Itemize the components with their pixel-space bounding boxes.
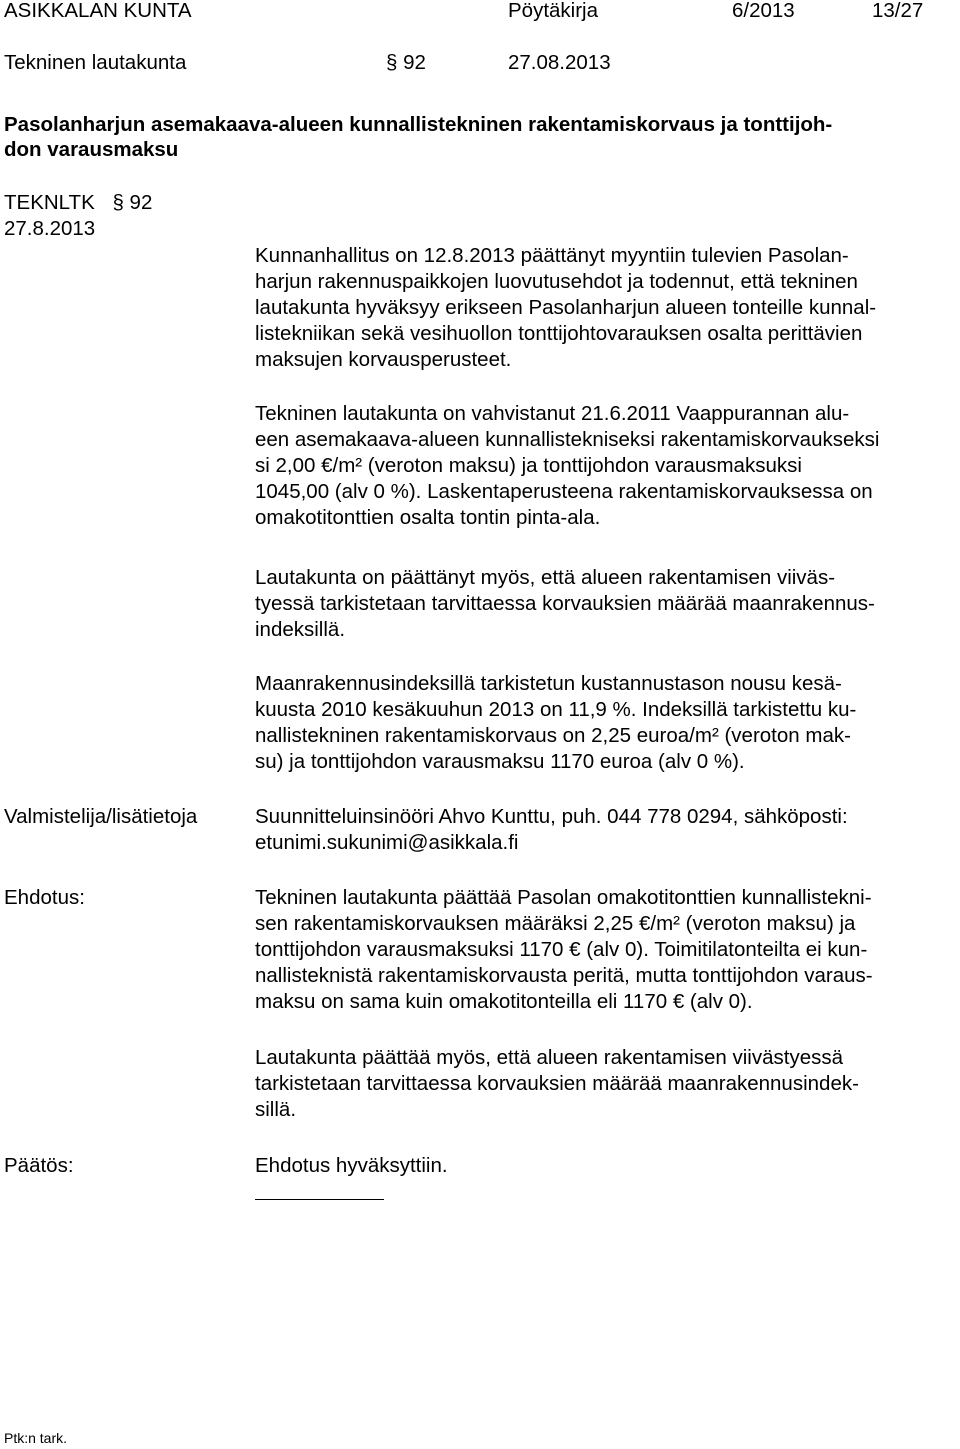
- paragraph-3: [255, 565, 955, 643]
- proposal-label: Ehdotus:: [4, 886, 85, 909]
- text-line: omakotitonttien osalta tontin pinta-ala.: [255, 506, 601, 529]
- text-line: maksujen korvausperusteet.: [255, 348, 512, 371]
- signature-rule: [255, 1199, 384, 1200]
- meeting-date: 27.08.2013: [508, 51, 611, 74]
- document-type: Pöytäkirja: [508, 0, 599, 22]
- page-number: 13/27: [872, 0, 924, 22]
- text-line: Lautakunta päättää myös, että alueen rakentamisen viivästyessä: [255, 1046, 844, 1069]
- text-line: maksu on sama kuin omakotitonteilla eli 1170 € (alv 0).: [255, 990, 753, 1013]
- text-line: su) ja tonttijohdon varausmaksu 1170 euroa (alv 0 %).: [255, 750, 745, 773]
- decision-label: Päätös:: [4, 1154, 74, 1177]
- board-name: Tekninen lautakunta: [4, 51, 187, 74]
- text-line: tonttijohdon varausmaksuksi 1170 € (alv 0). Toimitilatonteilta ei kun-: [255, 938, 868, 961]
- paragraph-4: [255, 671, 955, 775]
- text-line: sen rakentamiskorvauksen määräksi 2,25 €/m² (veroton maksu) ja: [255, 912, 856, 935]
- section-number: § 92: [386, 51, 426, 74]
- text-line: listekniikan sekä vesihuollon tonttijohtovarauksen osalta perittävien: [255, 322, 863, 345]
- preparer-label: Valmistelija/lisätietoja: [4, 805, 198, 828]
- text-line: harjun rakennuspaikkojen luovutusehdot ja todennut, että tekninen: [255, 270, 858, 293]
- reference-section: § 92: [112, 191, 153, 214]
- text-line: Tekninen lautakunta päättää Pasolan omakotitonttien kunnallistekni-: [255, 886, 872, 909]
- text-line: nallistekninen rakentamiskorvaus on 2,25 euroa/m² (veroton mak-: [255, 724, 851, 747]
- text-line: tarkistetaan tarvittaessa korvauksien määrää maanrakennusindek-: [255, 1072, 859, 1095]
- text-line: si 2,00 €/m² (veroton maksu) ja tonttijohdon varausmaksuksi: [255, 454, 802, 477]
- text-line: Maanrakennusindeksillä tarkistetun kustannustason nousu kesä-: [255, 672, 842, 695]
- text-line: lautakunta hyväksyy erikseen Pasolanharjun alueen tonteille kunnal-: [255, 296, 877, 319]
- text-line: een asemakaava-alueen kunnallistekniseksi rakentamiskorvaukseksi: [255, 428, 880, 451]
- paragraph-1: [255, 243, 955, 373]
- preparer-email: etunimi.sukunimi@asikkala.fi: [255, 831, 519, 854]
- preparer-info: [255, 804, 955, 856]
- text-line: Kunnanhallitus on 12.8.2013 päättänyt myyntiin tulevien Pasolan-: [255, 244, 849, 267]
- proposal-paragraph-2: [255, 1045, 955, 1123]
- text-line: tyessä tarkistetaan tarvittaessa korvauksien määrää maanrakennus-: [255, 592, 875, 615]
- reference-date: 27.8.2013: [4, 217, 96, 240]
- text-line: Tekninen lautakunta on vahvistanut 21.6.2011 Vaappurannan alu-: [255, 402, 850, 425]
- text-line: Lautakunta on päättänyt myös, että alueen rakentamisen viiväs-: [255, 566, 836, 589]
- text-line: kuusta 2010 kesäkuuhun 2013 on 11,9 %. Indeksillä tarkistettu ku-: [255, 698, 857, 721]
- text-line: nallisteknistä rakentamiskorvausta peritä, mutta tonttijohdon varaus-: [255, 964, 873, 987]
- reference-board: [4, 190, 152, 216]
- text-line: 1045,00 (alv 0 %). Laskentaperusteena rakentamiskorvauksessa on: [255, 480, 873, 503]
- reference-board-name: TEKNLTK: [4, 191, 95, 214]
- page-title-line-2: don varausmaksu: [4, 138, 179, 161]
- decision-text: Ehdotus hyväksyttiin.: [255, 1154, 448, 1177]
- document-number: 6/2013: [732, 0, 795, 22]
- page-title-line-1: Pasolanharjun asemakaava-alueen kunnallistekninen rakentamiskorvaus ja tonttijoh-: [4, 113, 833, 136]
- footer-initials-note: Ptk:n tark.: [4, 1430, 68, 1446]
- proposal-paragraph-1: [255, 885, 955, 1015]
- text-line: indeksillä.: [255, 618, 346, 641]
- paragraph-2: [255, 401, 955, 531]
- municipality-name: ASIKKALAN KUNTA: [4, 0, 192, 22]
- text-line: sillä.: [255, 1098, 297, 1121]
- text-line: Suunnitteluinsinööri Ahvo Kunttu, puh. 044 778 0294, sähköposti:: [255, 805, 848, 828]
